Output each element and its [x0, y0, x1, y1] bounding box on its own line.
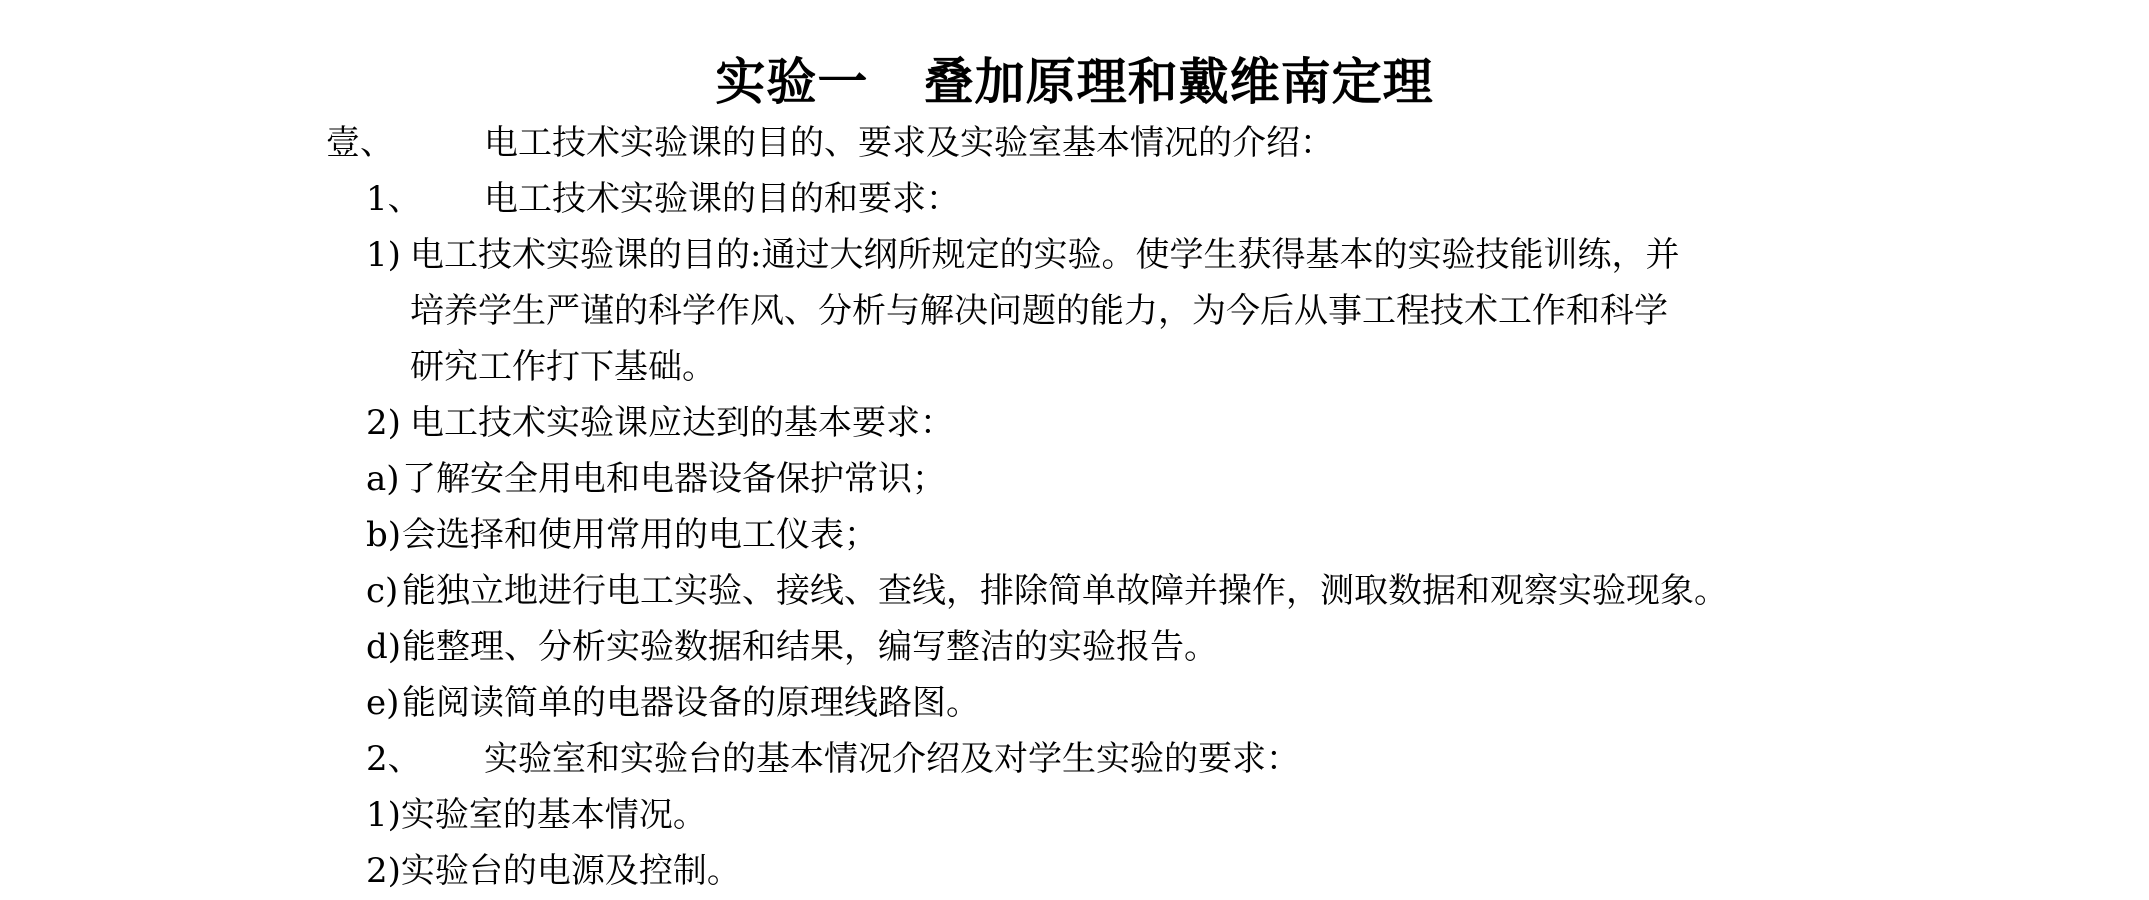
subsection-heading-text: 电工技术实验课的目的和要求： [484, 179, 960, 219]
requirement-text: 能整理、分析实验数据和结果，编写整洁的实验报告。 [402, 627, 1218, 667]
list-item-text: 电工技术实验课应达到的基本要求： [410, 403, 954, 443]
section-heading-text: 电工技术实验课的目的、要求及实验室基本情况的介绍： [484, 123, 1334, 163]
requirement-marker: b) [366, 515, 402, 555]
requirement-text: 会选择和使用常用的电工仪表； [402, 515, 878, 555]
requirement-item [366, 456, 946, 502]
subsection-marker: 2、 [366, 739, 422, 779]
list-item-purpose [366, 232, 1679, 278]
requirement-text: 能独立地进行电工实验、接线、查线，排除简单故障并操作，测取数据和观察实验现象。 [402, 571, 1728, 611]
list-item-requirements [366, 400, 954, 446]
requirement-marker: a) [366, 459, 400, 499]
paragraph-line: 研究工作打下基础。 [410, 347, 716, 387]
requirement-text: 能阅读简单的电器设备的原理线路图。 [402, 683, 980, 723]
requirement-marker: c) [366, 571, 399, 611]
paragraph-line: 培养学生严谨的科学作风、分析与解决问题的能力，为今后从事工程技术工作和科学 [410, 291, 1668, 331]
lab-item: 1)实验室的基本情况。 [366, 795, 707, 835]
subsection-heading-1 [366, 176, 960, 222]
requirement-item [366, 680, 980, 726]
requirement-marker: d) [366, 627, 402, 667]
requirement-text: 了解安全用电和电器设备保护常识； [402, 459, 946, 499]
list-marker: 1) [366, 235, 401, 275]
section-heading-1 [326, 120, 1334, 166]
requirement-item [366, 624, 1218, 670]
paragraph-line: 电工技术实验课的目的:通过大纲所规定的实验。使学生获得基本的实验技能训练，并 [410, 235, 1680, 275]
requirement-marker: e) [366, 683, 400, 723]
subsection-heading-2 [366, 736, 1300, 782]
document-title: 实验一 叠加原理和戴维南定理 [715, 52, 1434, 111]
subsection-heading-text: 实验室和实验台的基本情况介绍及对学生实验的要求： [484, 739, 1300, 779]
subsection-marker: 1、 [366, 179, 422, 219]
lab-item: 2)实验台的电源及控制。 [366, 851, 741, 891]
requirement-item [366, 512, 878, 558]
section-marker: 壹、 [326, 123, 394, 163]
list-marker: 2) [366, 403, 401, 443]
requirement-item [366, 568, 1728, 614]
